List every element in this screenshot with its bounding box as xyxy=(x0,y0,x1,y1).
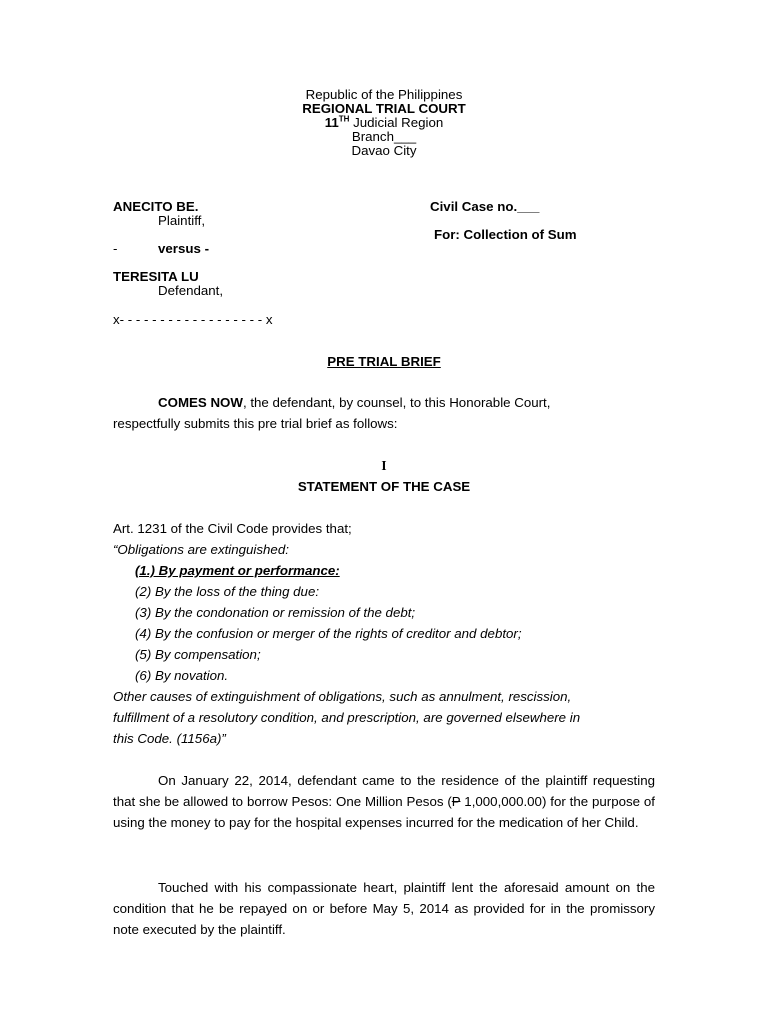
defendant-role: Defendant, xyxy=(158,283,224,298)
header-region xyxy=(0,115,768,130)
versus-dash: - xyxy=(113,241,118,256)
article-intro: Art. 1231 of the Civil Code provides that; xyxy=(113,521,352,536)
paragraph-loan-request xyxy=(113,770,655,833)
section-heading: STATEMENT OF THE CASE xyxy=(297,479,471,494)
article-closing: fulfillment of a resolutory condition, and prescription, are governed elsewhere in xyxy=(113,710,581,725)
article-item: (2) By the loss of the thing due: xyxy=(135,584,320,599)
intro-lead: COMES NOW xyxy=(158,395,243,410)
versus-label: versus - xyxy=(158,241,209,256)
paragraph-text: 1,000,000.00) for the purpose of using the money to pay for the hospital expenses incurred for the medication of her Child. xyxy=(113,794,655,830)
case-nature: For: Collection of Sum xyxy=(434,227,577,242)
peso-sign: P xyxy=(451,794,461,809)
case-blank: ___ xyxy=(517,199,540,214)
header-branch: Branch___ xyxy=(351,129,417,144)
section-numeral: I xyxy=(381,458,387,473)
region-suffix: TH xyxy=(338,114,350,124)
article-quote-open: “Obligations are extinguished: xyxy=(113,542,289,557)
article-item: (1.) By payment or performance: xyxy=(135,563,340,578)
region-number: 11 xyxy=(324,115,339,130)
region-text: Judicial Region xyxy=(349,115,444,130)
plaintiff-name: ANECITO BE. xyxy=(113,199,199,214)
article-closing: Other causes of extinguishment of obligations, such as annulment, rescission, xyxy=(113,689,572,704)
intro-line-2: respectfully submits this pre trial brief as follows: xyxy=(113,416,398,431)
header-city: Davao City xyxy=(351,143,417,158)
case-label: Civil Case no. xyxy=(430,199,518,214)
intro-line-1 xyxy=(158,395,550,410)
article-item: (3) By the condonation or remission of the debt; xyxy=(135,605,416,620)
paragraph-text: On January 22, 2014, defendant came to the residence of the plaintiff requesting that she be allowed to borrow Pesos: One Million Pesos ( xyxy=(113,773,655,809)
article-item: (5) By compensation; xyxy=(135,647,261,662)
article-item: (4) By the confusion or merger of the rights of creditor and debtor; xyxy=(135,626,522,641)
caption-separator: x- - - - - - - - - - - - - - - - - - x xyxy=(113,312,273,327)
intro-rest: , the defendant, by counsel, to this Honorable Court, xyxy=(242,395,551,410)
case-number xyxy=(430,199,539,214)
defendant-name: TERESITA LU xyxy=(113,269,199,284)
header-court: REGIONAL TRIAL COURT xyxy=(302,101,466,116)
paragraph-text: Touched with his compassionate heart, plaintiff lent the aforesaid amount on the condition that he be repayed on or before May 5, 2014 as provided for in the promissory note executed by the plaintiff. xyxy=(113,880,655,937)
article-item: (6) By novation. xyxy=(135,668,229,683)
plaintiff-role: Plaintiff, xyxy=(158,213,206,228)
document-title: PRE TRIAL BRIEF xyxy=(327,354,441,369)
header-republic: Republic of the Philippines xyxy=(305,87,463,102)
article-closing: this Code. (1156a)” xyxy=(113,731,226,746)
paragraph-loan-terms xyxy=(113,877,655,940)
